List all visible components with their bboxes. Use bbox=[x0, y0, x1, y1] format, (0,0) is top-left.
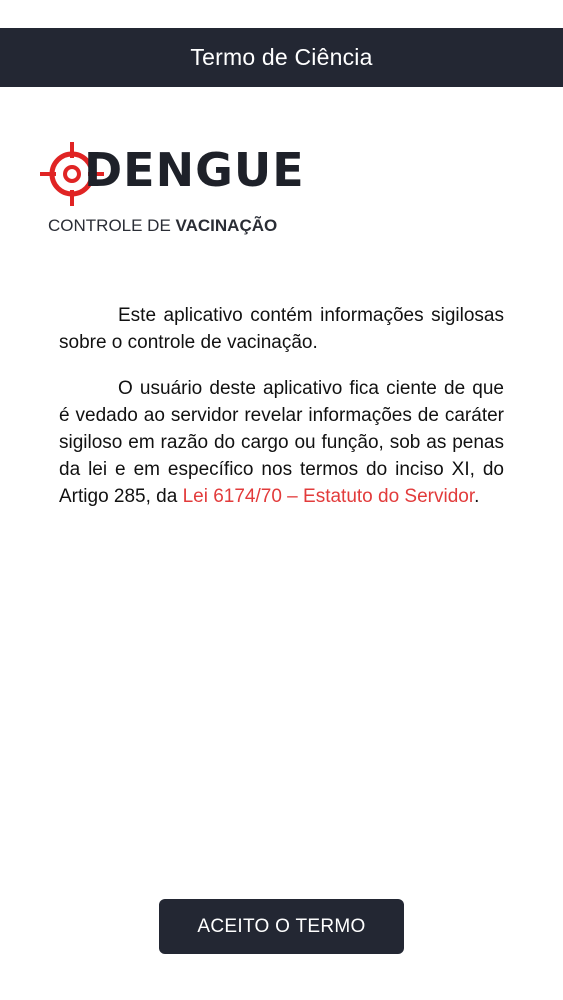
law-link[interactable]: Lei 6174/70 – Estatuto do Servidor bbox=[182, 486, 475, 507]
accept-terms-button[interactable]: ACEITO O TERMO bbox=[159, 899, 404, 954]
logo-subtitle-bold: VACINAÇÃO bbox=[175, 216, 278, 235]
page-title: Termo de Ciência bbox=[190, 44, 373, 70]
logo-subtitle-regular: CONTROLE DE bbox=[48, 216, 176, 235]
dengue-logo bbox=[40, 138, 305, 238]
terms-paragraph-2-text: O usuário deste aplicativo fica ciente de que é vedado ao servidor revelar informações de caráter sigiloso em razão do cargo ou função, sob as penas da lei e em específico nos termos do inciso XI, do Artigo 285, da bbox=[59, 378, 504, 507]
terms-content bbox=[59, 302, 504, 529]
logo-subtitle bbox=[48, 216, 277, 236]
terms-paragraph-1: Este aplicativo contém informações sigilosas sobre o controle de vacinação. bbox=[59, 305, 504, 353]
terms-paragraph-2 bbox=[59, 375, 504, 510]
status-bar bbox=[0, 0, 563, 28]
navigation-bar bbox=[0, 28, 563, 87]
logo-wordmark: DENGUE bbox=[84, 143, 305, 197]
terms-paragraph-2-end: . bbox=[474, 486, 480, 507]
